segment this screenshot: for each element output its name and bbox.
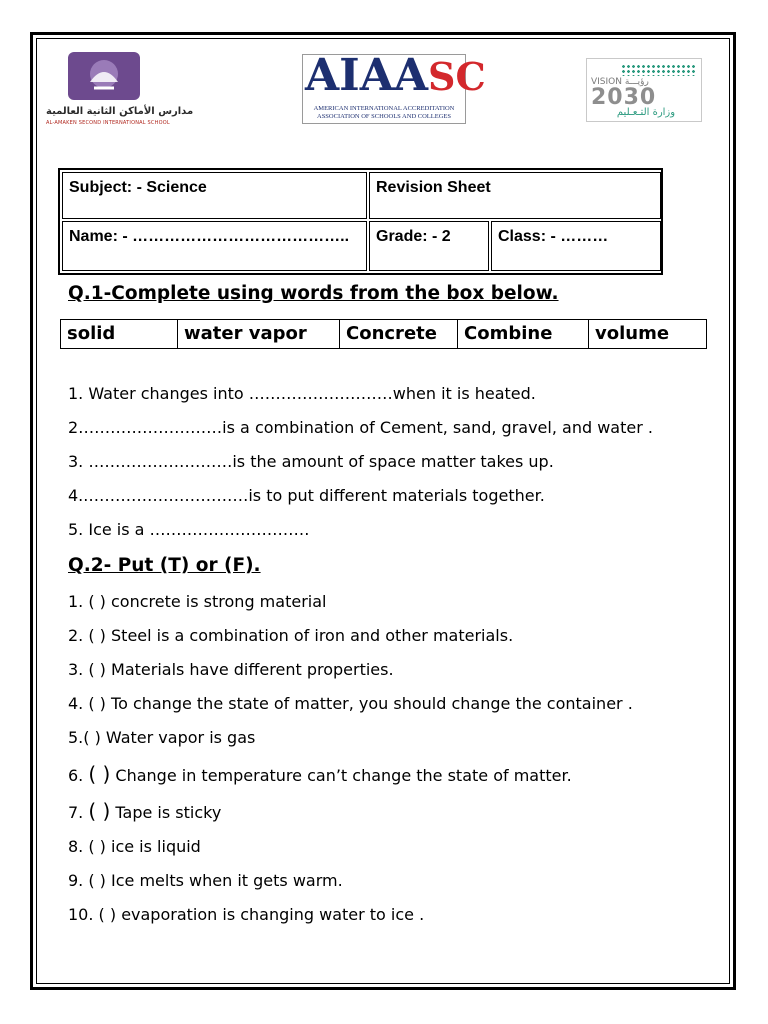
revision-cell: Revision Sheet: [369, 172, 661, 219]
q1-item-4: 4..…………………………is to put different materials together.: [68, 486, 545, 505]
q2-item-4: 4. ( ) To change the state of matter, you should change the container .: [68, 694, 633, 713]
q1-title: Q.1-Complete using words from the box below.: [68, 283, 559, 304]
q2-item-3: 3. ( ) Materials have different properties.: [68, 660, 394, 679]
school-name-english: AL-AMAKEN SECOND INTERNATIONAL SCHOOL: [46, 120, 170, 126]
grade-cell: Grade: - 2: [369, 221, 489, 271]
school-emblem-icon: [68, 52, 140, 100]
header-table: [58, 168, 663, 275]
word-volume: volume: [595, 323, 670, 344]
class-cell[interactable]: Class: - ………: [491, 221, 661, 271]
vision-dots-icon: [621, 64, 697, 76]
q2-item-7: 7. ( ) Tape is sticky: [68, 799, 222, 823]
vision-2030-logo: [586, 58, 702, 122]
q2-item-6: 6. ( ) Change in temperature can’t change the state of matter.: [68, 762, 572, 786]
school-name-arabic: مدارس الأماكن الثانية العالمية: [46, 106, 194, 117]
word-combine: Combine: [458, 320, 589, 348]
school-logo: [44, 50, 194, 130]
word-water-vapor: water vapor: [178, 320, 340, 348]
ministry-arabic: وزارة التـعـليم: [616, 107, 676, 118]
q2-title: Q.2- Put (T) or (F).: [68, 555, 261, 576]
aiaasc-line2: ASSOCIATION OF SCHOOLS AND COLLEGES: [317, 113, 451, 120]
subject-cell: Subject: - Science: [62, 172, 367, 219]
vision-year: 2030: [591, 85, 657, 110]
word-solid: solid: [61, 320, 178, 348]
q1-item-2: 2………………………is a combination of Cement, sand, gravel, and water .: [68, 418, 653, 437]
q2-item-5: 5.( ) Water vapor is gas: [68, 728, 256, 747]
q1-item-5: 5. Ice is a …………………………: [68, 520, 310, 539]
aiaasc-logo: [302, 50, 486, 124]
q2-item-10: 10. ( ) evaporation is changing water to ice .: [68, 905, 425, 924]
q1-item-3: 3. ………………………is the amount of space matter takes up.: [68, 452, 554, 471]
aiaasc-mark: AIAASC: [305, 50, 486, 101]
word-concrete: Concrete: [340, 320, 458, 348]
vision-label: VISION رؤيـــة: [591, 77, 649, 87]
word-box: [60, 319, 707, 349]
q2-item-1: 1. ( ) concrete is strong material: [68, 592, 327, 611]
q2-item-8: 8. ( ) ice is liquid: [68, 837, 201, 856]
q1-item-1: 1. Water changes into ………………………when it is heated.: [68, 384, 536, 403]
name-cell[interactable]: Name: - …………………………………..: [62, 221, 367, 271]
q2-item-9: 9. ( ) Ice melts when it gets warm.: [68, 871, 343, 890]
q2-item-2: 2. ( ) Steel is a combination of iron and other materials.: [68, 626, 514, 645]
aiaasc-line1: AMERICAN INTERNATIONAL ACCREDITATION: [313, 105, 455, 112]
